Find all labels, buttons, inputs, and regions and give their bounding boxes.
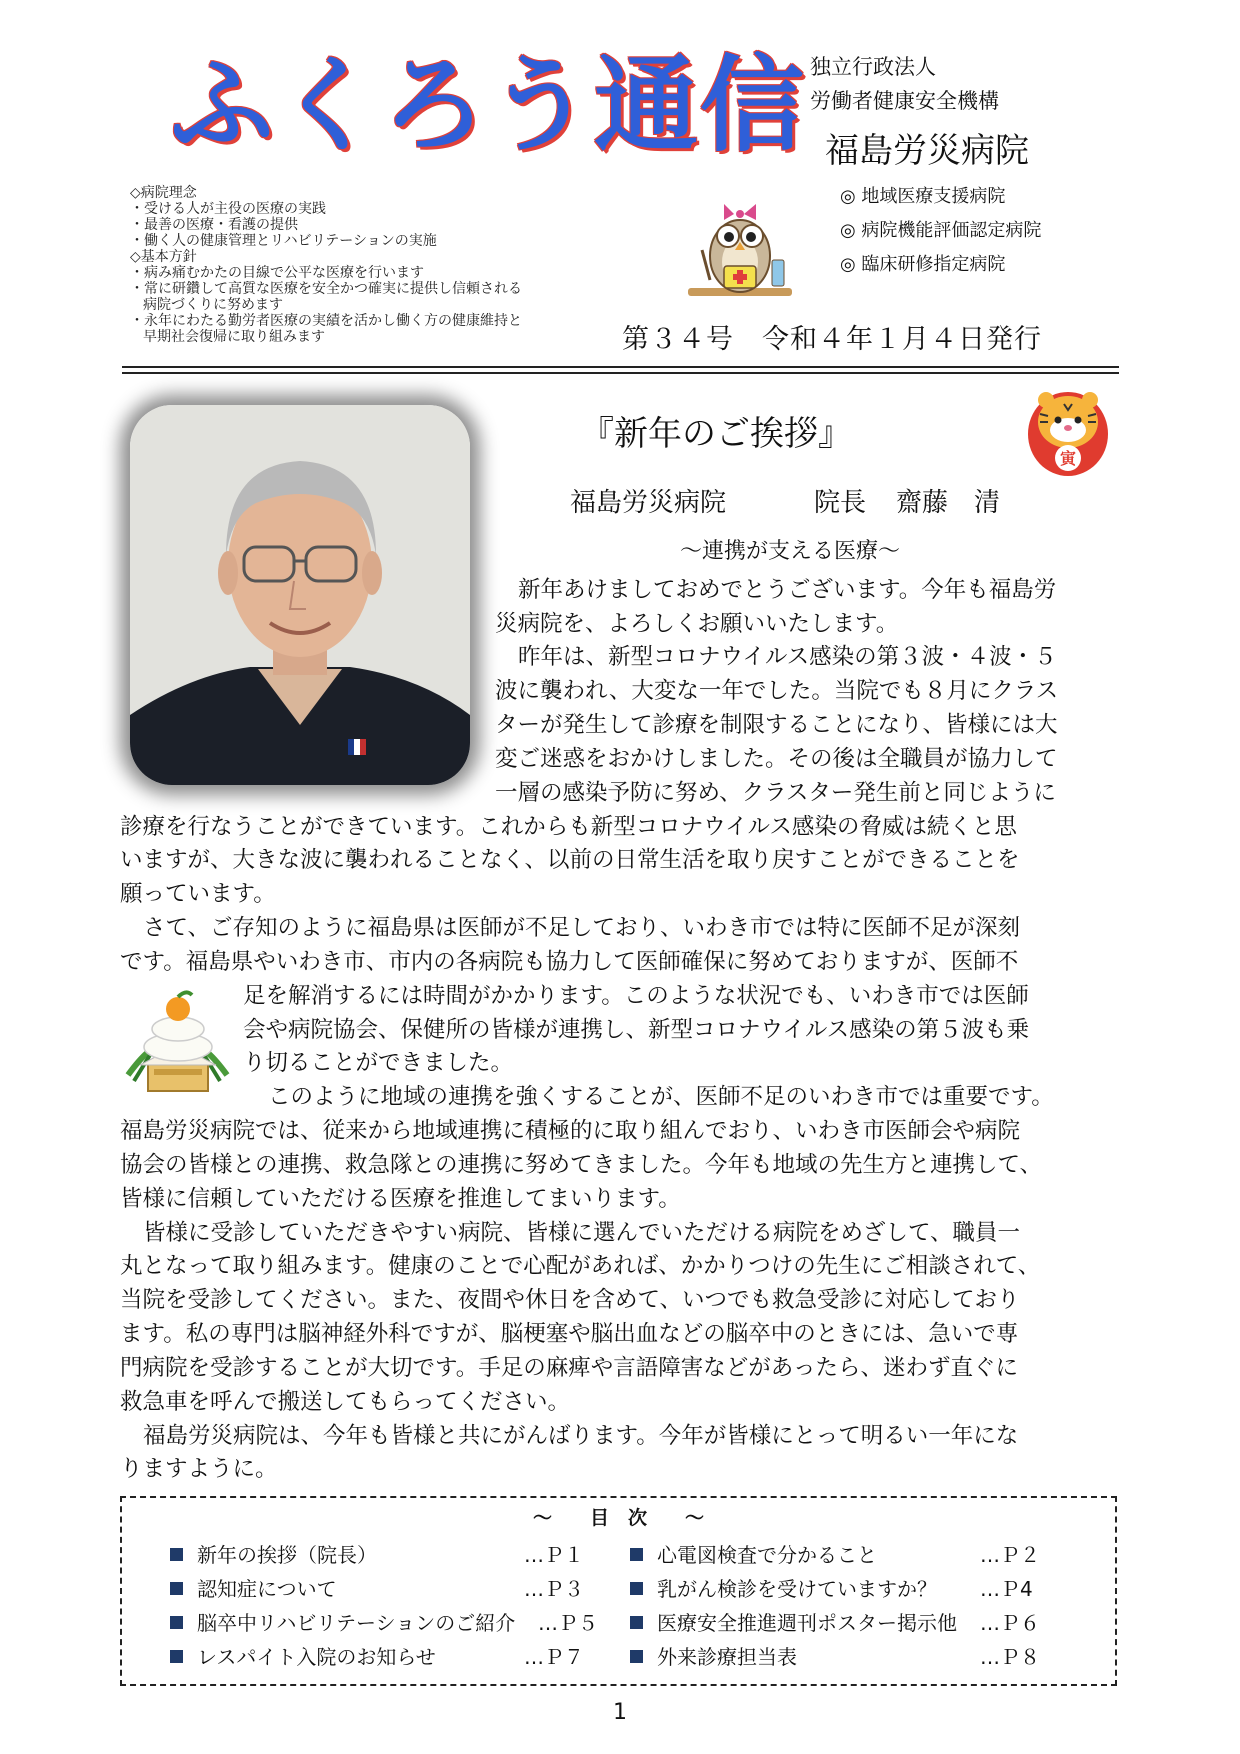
body-line: 皆様に受診していただきやすい病院、皆様に選んでいただける病院をめざして、職員一 — [143, 1220, 1021, 1246]
philosophy-line: ◇基本方針 — [130, 249, 197, 265]
bullet-square-icon — [170, 1548, 183, 1561]
body-line: 救急車を呼んで搬送してもらってください。 — [120, 1389, 571, 1415]
philosophy-line: ・受ける人が主役の医療の実践 — [130, 201, 326, 217]
toc-item-ecg[interactable]: 心電図検査で分かること — [630, 1540, 877, 1570]
body-line: 波に襲われ、大変な一年でした。当院でも８月にクラス — [495, 678, 1059, 704]
bullet-square-icon — [170, 1650, 183, 1663]
tiger-daruma-illustration — [1018, 378, 1118, 478]
body-line: さて、ご存知のように福島県は医師が不足しており、いわき市では特に医師不足が深刻 — [143, 915, 1021, 941]
body-line: り切ることができました。 — [243, 1050, 514, 1076]
body-line: 足を解消するには時間がかかります。このような状況でも、いわき市では医師 — [243, 983, 1029, 1009]
page-number: 1 — [613, 1700, 627, 1725]
body-line: りますように。 — [120, 1456, 278, 1482]
toc-item-breast-cancer[interactable]: 乳がん検診を受けていますか？ — [630, 1574, 937, 1604]
bullet-square-icon — [630, 1650, 643, 1663]
philosophy-line: ・病み痛むかたの目線で公平な医療を行います — [130, 265, 424, 281]
designation-accreditation: ◎ 病院機能評価認定病院 — [840, 220, 1042, 241]
org-type: 独立行政法人 — [810, 55, 936, 79]
toc-page-number: …Ｐ７ — [524, 1645, 584, 1669]
issue-number-and-date: 第３４号 令和４年１月４日発行 — [622, 324, 1042, 355]
author-hospital: 福島労災病院 — [570, 488, 727, 518]
toc-item-respite[interactable]: レスパイト入院のお知らせ — [170, 1642, 436, 1672]
toc-item-stroke-rehab[interactable]: 脳卒中リハビリテーションのご紹介 — [170, 1608, 515, 1638]
philosophy-line: ・常に研鑽して高質な医療を安全かつ確実に提供し信頼される — [130, 281, 522, 297]
header-divider-bottom — [122, 372, 1119, 374]
toc-page-number: …Ｐ５ — [538, 1611, 598, 1635]
body-line: 門病院を受診することが大切です。手足の麻痺や言語障害などがあったら、迷わず直ぐに — [120, 1355, 1018, 1381]
philosophy-line: ・働く人の健康管理とリハビリテーションの実施 — [130, 233, 437, 249]
bullet-square-icon — [630, 1616, 643, 1629]
philosophy-line: ・最善の医療・看護の提供 — [130, 217, 298, 233]
body-line: このように地域の連携を強くすることが、医師不足のいわき市では重要です。 — [268, 1084, 1054, 1110]
body-line: 協会の皆様との連携、救急隊との連携に努めてきました。今年も地域の先生方と連携して、 — [120, 1152, 1043, 1178]
author-name: 齋藤 清 — [896, 488, 1001, 518]
body-line: 変ご迷惑をおかけしました。その後は全職員が協力して — [495, 746, 1058, 772]
author-role: 院長 — [814, 488, 867, 518]
newsletter-masthead: ふくろう通信 — [170, 44, 807, 166]
header-divider-top — [122, 366, 1119, 368]
toc-item-dementia[interactable]: 認知症について — [170, 1574, 337, 1604]
hospital-philosophy — [130, 185, 630, 345]
toc-page-number: …Ｐ３ — [524, 1577, 584, 1601]
body-line: いますが、大きな波に襲われることなく、以前の日常生活を取り戻すことができることを — [120, 847, 1020, 873]
article-author — [570, 484, 1000, 522]
body-line: です。福島県やいわき市、市内の各病院も協力して医師確保に努めておりますが、医師不 — [120, 949, 1019, 975]
article-subtitle: ～連携が支える医療～ — [680, 539, 901, 564]
body-line: 災病院を、よろしくお願いいたします。 — [495, 611, 899, 637]
body-line: ターが発生して診療を制限することになり、皆様には大 — [495, 712, 1058, 738]
body-line: 昨年は、新型コロナウイルス感染の第３波・４波・５ — [518, 644, 1057, 670]
designation-training: ◎ 臨床研修指定病院 — [840, 254, 1006, 275]
toc-item-new-year-greeting[interactable]: 新年の挨拶（院長） — [170, 1540, 377, 1570]
table-of-contents — [120, 1496, 1117, 1686]
philosophy-line: 早期社会復帰に取り組みます — [143, 329, 325, 345]
body-line: 皆様に信頼していただける医療を推進してまいります。 — [120, 1186, 681, 1212]
bullet-square-icon — [170, 1582, 183, 1595]
kagami-mochi-illustration — [120, 985, 235, 1097]
toc-heading: ～ 目 次 ～ — [532, 1507, 704, 1529]
toc-page-number: …Ｐ６ — [980, 1611, 1040, 1635]
body-line: 丸となって取り組みます。健康のことで心配があれば、かかりつけの先生にご相談されて、 — [120, 1253, 1041, 1279]
bullet-square-icon — [170, 1616, 183, 1629]
body-line: 会や病院協会、保健所の皆様が連携し、新型コロナウイルス感染の第５波も乗 — [243, 1017, 1030, 1043]
toc-page-number: …Ｐ２ — [980, 1543, 1040, 1567]
body-line: 一層の感染予防に努め、クラスター発生前と同じように — [495, 780, 1056, 806]
org-name: 労働者健康安全機構 — [810, 89, 999, 113]
philosophy-line: ◇病院理念 — [130, 185, 197, 201]
body-line: 福島労災病院は、今年も皆様と共にがんばります。今年が皆様にとって明るい一年にな — [143, 1423, 1019, 1449]
hospital-name: 福島労災病院 — [825, 131, 1029, 171]
toc-page-number: …Ｐ１ — [524, 1543, 584, 1567]
body-line: 診療を行なうことができています。これからも新型コロナウイルス感染の脅威は続くと思 — [120, 814, 1017, 840]
designation-regional-support: ◎ 地域医療支援病院 — [840, 186, 1006, 207]
toc-item-safety-poster[interactable]: 医療安全推進週刊ポスター掲示他 — [630, 1608, 957, 1638]
body-line: 願っています。 — [120, 881, 276, 907]
bullet-square-icon — [630, 1582, 643, 1595]
director-portrait-photo — [130, 405, 470, 785]
body-line: ます。私の専門は脳神経外科ですが、脳梗塞や脳出血などの脳卒中のときには、急いで専 — [120, 1321, 1019, 1347]
article-title: 『新年のご挨拶』 — [580, 414, 852, 454]
owl-mascot-illustration — [680, 190, 798, 308]
body-line: 福島労災病院では、従来から地域連携に積極的に取り組んでおり、いわき市医師会や病院 — [120, 1118, 1021, 1144]
toc-page-number: …Ｐ８ — [980, 1645, 1040, 1669]
bullet-square-icon — [630, 1548, 643, 1561]
body-line: 当院を受診してください。また、夜間や休日を含めて、いつでも救急受診に対応しており — [120, 1287, 1020, 1313]
philosophy-line: 病院づくりに努めます — [143, 297, 283, 313]
toc-item-outpatient-schedule[interactable]: 外来診療担当表 — [630, 1642, 797, 1672]
body-line: 新年あけましておめでとうございます。今年も福島労 — [518, 577, 1057, 603]
toc-page-number: …Ｐ4 — [980, 1577, 1033, 1601]
svg-text:寅: 寅 — [1059, 449, 1077, 468]
philosophy-line: ・永年にわたる勤労者医療の実績を活かし働く方の健康維持と — [130, 313, 522, 329]
